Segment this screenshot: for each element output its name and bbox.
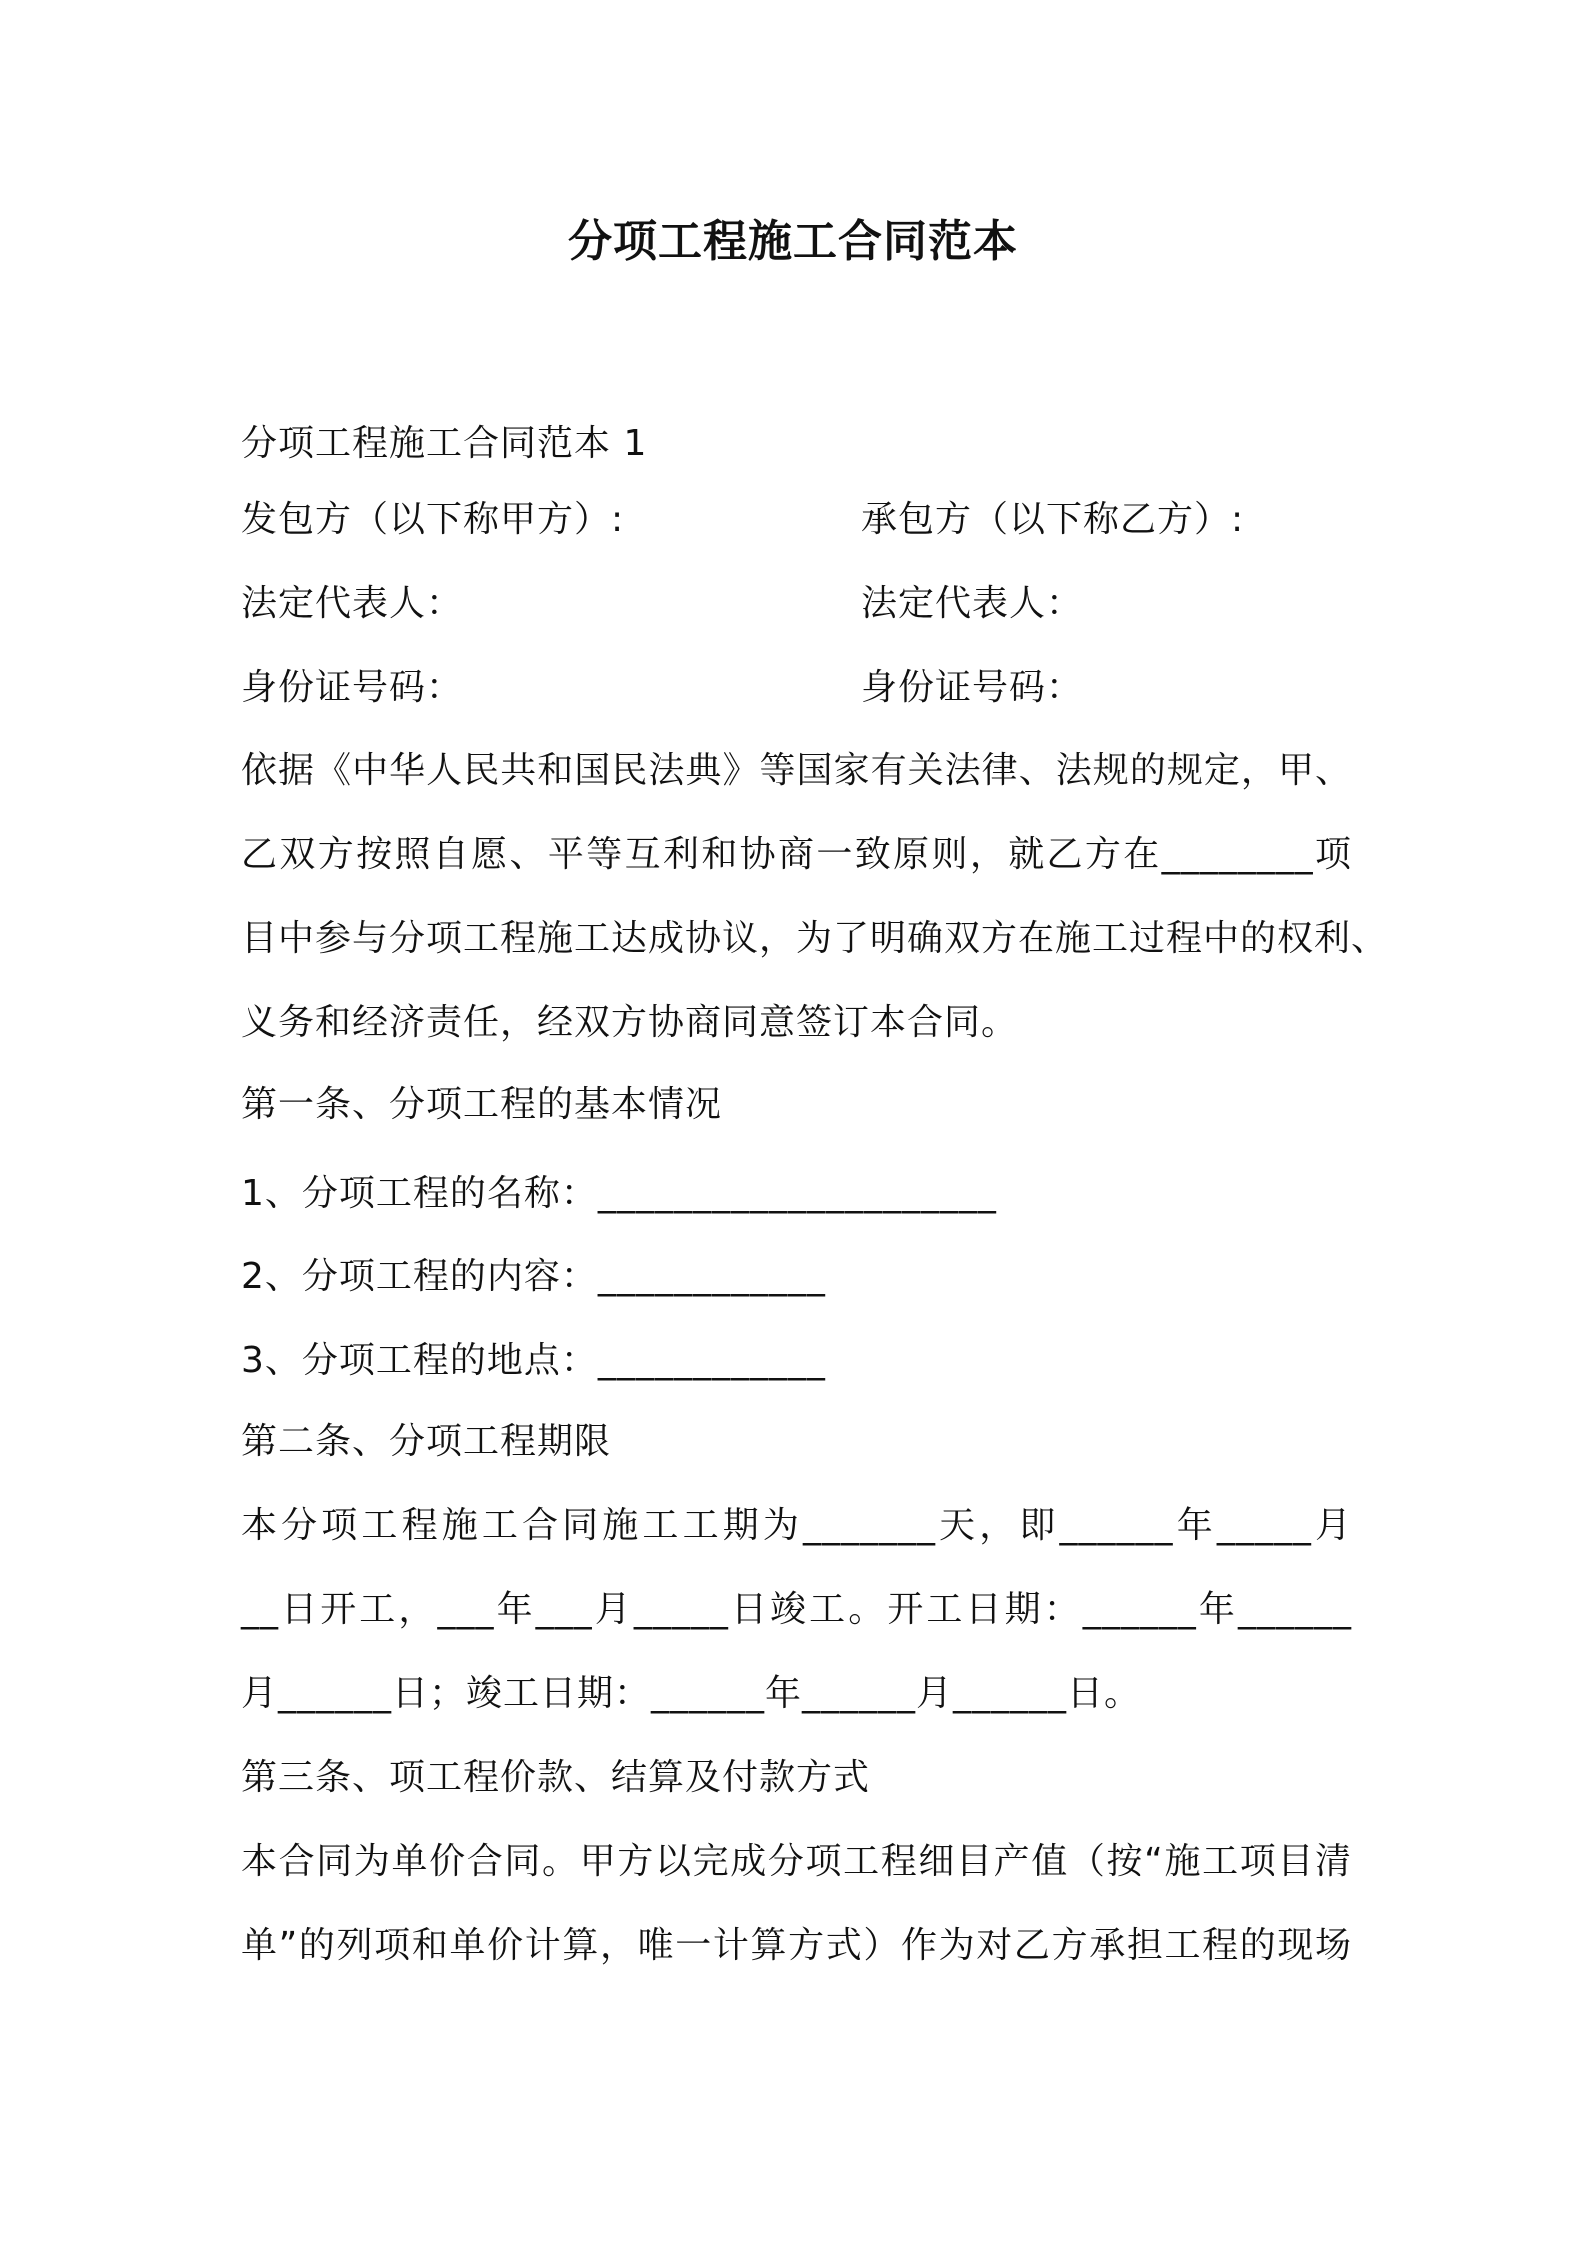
article-1-heading: 第一条、分项工程的基本情况 — [241, 1084, 723, 1125]
id-number-b-label: 身份证号码： — [861, 667, 1084, 708]
article-2-line: 月______日；竣工日期：______年______月______日。 — [241, 1673, 1142, 1714]
article-1-item-location: 3、分项工程的地点：____________ — [241, 1340, 826, 1381]
article-2-line: __日开工，___年___月_____日竣工。开工日期：______年______ — [241, 1589, 1352, 1630]
article-3-line: 本合同为单价合同。甲方以完成分项工程细目产值（按“施工项目清 — [241, 1841, 1352, 1882]
party-a-label: 发包方（以下称甲方）: — [241, 499, 625, 540]
representative-b-label: 法定代表人： — [861, 583, 1084, 624]
party-b-label: 承包方（以下称乙方）: — [861, 499, 1245, 540]
article-2-line: 本分项工程施工合同施工工期为_______天，即______年_____月 — [241, 1505, 1352, 1546]
id-number-a-label: 身份证号码： — [241, 667, 464, 708]
preamble-line: 依据《中华人民共和国民法典》等国家有关法律、法规的规定，甲、 — [241, 750, 1352, 791]
article-3-heading: 第三条、项工程价款、结算及付款方式 — [241, 1757, 871, 1798]
document-title: 分项工程施工合同范本 — [568, 216, 1018, 267]
representative-a-label: 法定代表人： — [241, 583, 464, 624]
article-2-heading: 第二条、分项工程期限 — [241, 1421, 612, 1462]
article-1-item-name: 1、分项工程的名称：_____________________ — [241, 1173, 997, 1214]
article-1-item-content: 2、分项工程的内容：____________ — [241, 1256, 826, 1297]
preamble-line: 乙双方按照自愿、平等互利和协商一致原则，就乙方在________项 — [241, 834, 1352, 875]
preamble-line: 目中参与分项工程施工达成协议，为了明确双方在施工过程中的权利、 — [241, 918, 1389, 959]
subtitle: 分项工程施工合同范本 1 — [241, 423, 648, 464]
article-3-line: 单”的列项和单价计算，唯一计算方式）作为对乙方承担工程的现场 — [241, 1925, 1352, 1966]
preamble-line: 义务和经济责任，经双方协商同意签订本合同。 — [241, 1002, 1019, 1043]
